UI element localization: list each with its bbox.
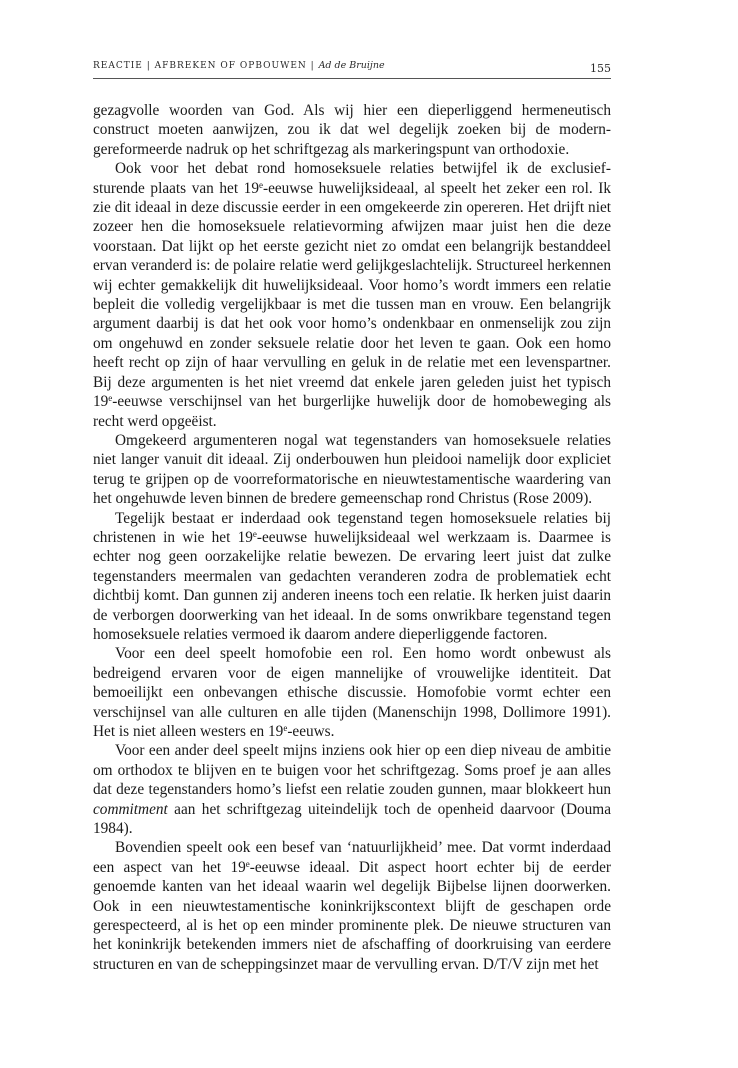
running-head-separator: | [146,61,151,71]
superscript: e [252,528,257,539]
running-head-series: REACTIE [93,61,143,71]
running-head-title: AFBREKEN OF OPBOUWEN [154,61,307,71]
running-head [93,60,611,71]
superscript: e [245,858,250,869]
paragraph: Voor een ander deel speelt mijns inziens ook hier op een diep niveau de ambitie om orthodox te blijven en te buigen voor het schriftgezag. Soms proef je aan alles dat deze tegenstanders homo’s liefst een relatie zouden gunnen, maar blokkeert hun commitment aan het schriftgezag uiteindelijk toch de openheid daarvoor (Douma 1984). [93,742,611,838]
paragraph: Voor een deel speelt homofobie een rol. Een homo wordt onbewust als bedreigend ervaren voor de eigen mannelijke of vrouwelijke identiteit. Dat bemoeilijkt een onbevangen ethische discussie. Homofobie vormt echter een verschijnsel van alle culturen en alle tijden (Manenschijn 1998, Dollimore 1991). Het is niet alleen westers en 19e-eeuws. [93,645,611,740]
paragraph: Bovendien speelt ook een besef van ‘natuurlijkheid’ mee. Dat vormt inderdaad een aspect van het 19e-eeuwse ideaal. Dit aspect hoort echter bij de eerder genoemde kanten van het ideaal waarin wel degelijk Bijbelse lijnen doorwerken. Ook in een nieuwtestamentische koninkrijkscontext blijft de geschapen orde gerespecteerd, al is het op een minder prominente plek. De nieuwe structuren van het koninkrijk betekenden immers niet de afschaffing of doorkruising van eerdere structuren en van de scheppingsinzet maar de vervulling ervan. D/T/V zijn met het [93,839,611,973]
superscript: e [283,723,288,733]
superscript: e [258,179,263,190]
paragraph: gezagvolle woorden van God. Als wij hier een dieperliggend hermeneutisch construct moeten aanwijzen, zou ik dat wel degelijk zoeken bij de modern-gereformeerde nadruk op het schriftgezag als markeringspunt van orthodoxie. [93,102,611,158]
page-number: 155 [590,62,611,75]
paragraph: Tegelijk bestaat er inderdaad ook tegenstand tegen homoseksuele relaties bij christenen in wie het 19e-eeuwse huwelijksideaal wel werkzaam is. Daarmee is echter nog geen oorzakelijke relatie bewezen. De ervaring leert juist dat zulke tegenstanders meermalen van gedachten veranderen zodra de problematiek echt dichtbij komt. Dan gunnen zij anderen ineens toch een relatie. Ik herken juist daarin de verborgen doorwerking van het ideaal. In de soms onwrikbare tegenstand tegen homoseksuele relaties vermoed ik daarom andere dieperliggende factoren. [93,509,611,643]
body-text [93,101,611,974]
header-rule [93,78,611,79]
paragraph: Omgekeerd argumenteren nogal wat tegenstanders van homoseksuele relaties niet langer vanuit dit ideaal. Zij onderbouwen hun pleidooi namelijk door expliciet terug te grijpen op de voorreformatorische en nieuwtestamentische waardering van het ongehuwde leven binnen de bredere gemeenschap rond Christus (Rose 2009). [93,431,611,508]
running-head-separator: | [310,61,315,71]
running-head-author: Ad de Bruijne [318,60,385,71]
paragraph: Ook voor het debat rond homoseksuele relaties betwijfel ik de exclusief-sturende plaats van het 19e-eeuwse huwelijksideaal, al speelt het zeker een rol. Ik zie dit ideaal in deze discussie eerder in een omgekeerde zin opereren. Het drijft niet zozeer hen die homoseksuele relatievorming afwijzen maar juist hen die deze voorstaan. Dat lijkt op het eerste gezicht niet zo omdat een belangrijk bestanddeel ervan veranderd is: de polaire relatie werd gelijkgeslachtelijk. Structureel herkennen wij echter gemakkelijk dit huwelijksideaal. Voor homo’s wordt immers een relatie bepleit die volledig vergelijkbaar is met die tussen man en vrouw. Een belangrijk argument daarbij is dat het ook voor homo’s ondenkbaar en onmenselijk zou zijn om ongehuwd en zonder seksuele relatie door het leven te gaan. Ook een homo heeft recht op zijn of haar vervulling en geluk in de relatie met een levenspartner. Bij deze argumenten is het niet vreemd dat enkele jaren geleden juist het typisch 19e-eeuwse verschijnsel van het burgerlijke huwelijk door de homobeweging als recht werd opgeëist. [93,160,611,430]
emphasis: commitment [93,800,168,818]
superscript: e [108,393,113,404]
